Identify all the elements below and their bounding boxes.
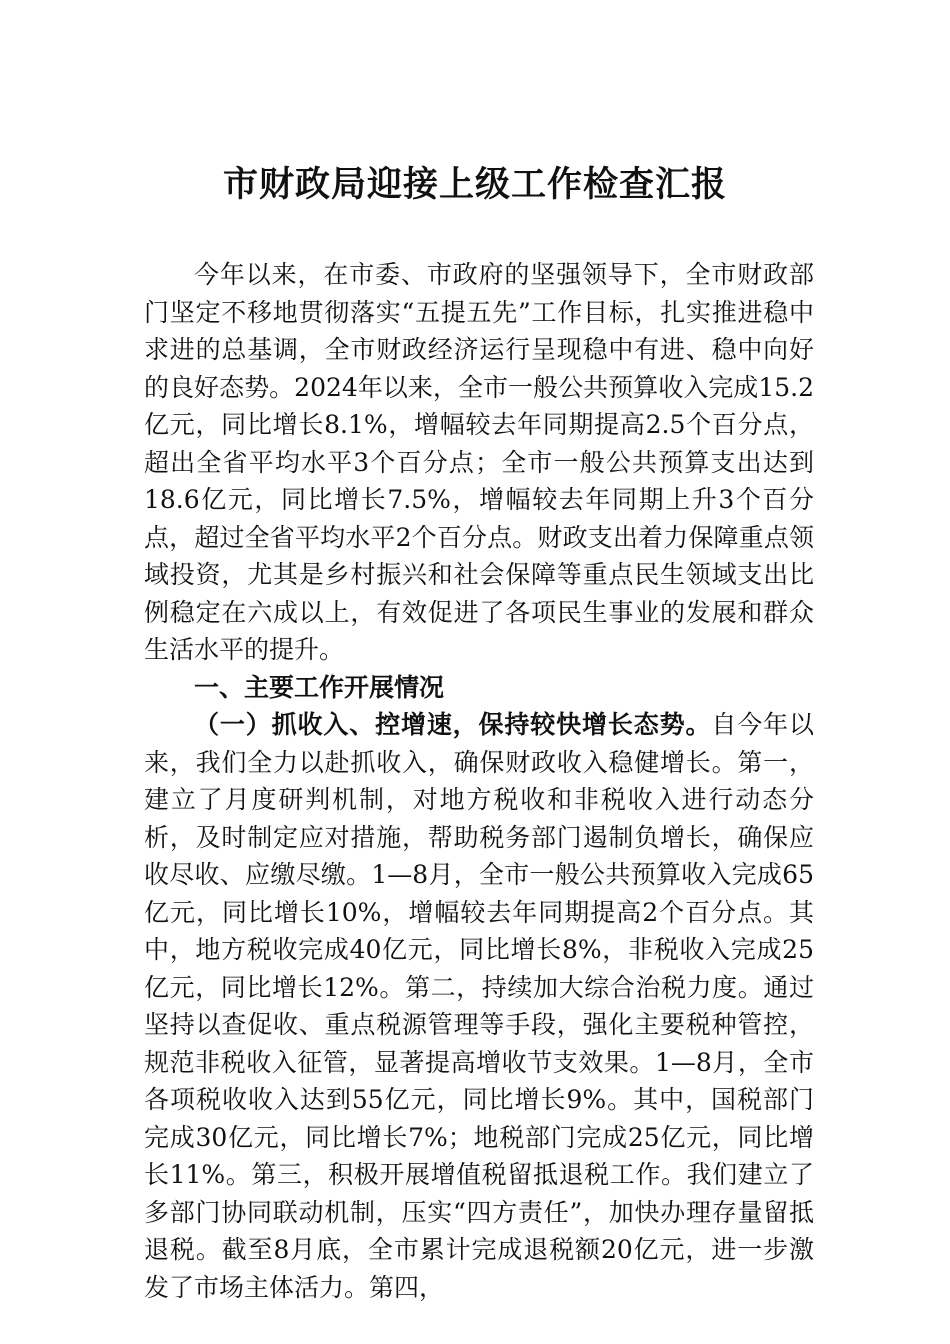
document-title: 市财政局迎接上级工作检查汇报 <box>222 164 727 205</box>
subsection-paragraph <box>144 706 814 1306</box>
intro-paragraph: 今年以来，在市委、市政府的坚强领导下，全市财政部门坚定不移地贯彻落实“五提五先”工作目标，扎实推进稳中求进的总基调，全市财政经济运行呈现稳中有进、稳中向好的良好态势。2024年以来，全市一般公共预算收入完成15.2亿元，同比增长8.1%，增幅较去年同期提高2.5个百分点，超出全省平均水平3个百分点；全市一般公共预算支出达到18.6亿元，同比增长7.5%，增幅较去年同期上升3个百分点，超过全省平均水平2个百分点。财政支出着力保障重点领域投资，尤其是乡村振兴和社会保障等重点民生领域支出比例稳定在六成以上，有效促进了各项民生事业的发展和群众生活水平的提升。 <box>144 260 814 664</box>
section-heading: 一、主要工作开展情况 <box>194 672 445 702</box>
subsection-text: 自今年以来，我们全力以赴抓收入，确保财政收入稳健增长。第一，建立了月度研判机制，对地方税收和非税收入进行动态分析，及时制定应对措施，帮助税务部门遏制负增长，确保应收尽收、应缴尽缴。1—8月，全市一般公共预算收入完成65亿元，同比增长10%，增幅较去年同期提高2个百分点。其中，地方税收完成40亿元，同比增长8%，非税收入完成25亿元，同比增长12%。第二，持续加大综合治税力度。通过坚持以查促收、重点税源管理等手段，强化主要税种管控，规范非税收入征管，显著提高增收节支效果。1—8月，全市各项税收收入达到55亿元，同比增长9%。其中，国税部门完成30亿元，同比增长7%；地税部门完成25亿元，同比增长11%。第三，积极开展增值税留抵退税工作。我们建立了多部门协同联动机制，压实“四方责任”，加快办理存量留抵退税。截至8月底，全市累计完成退税额20亿元，进一步激发了市场主体活力。第四， <box>144 710 814 1302</box>
subsection-lead: （一）抓收入、控增速，保持较快增长态势。 <box>194 710 712 739</box>
document-body <box>144 256 814 1306</box>
